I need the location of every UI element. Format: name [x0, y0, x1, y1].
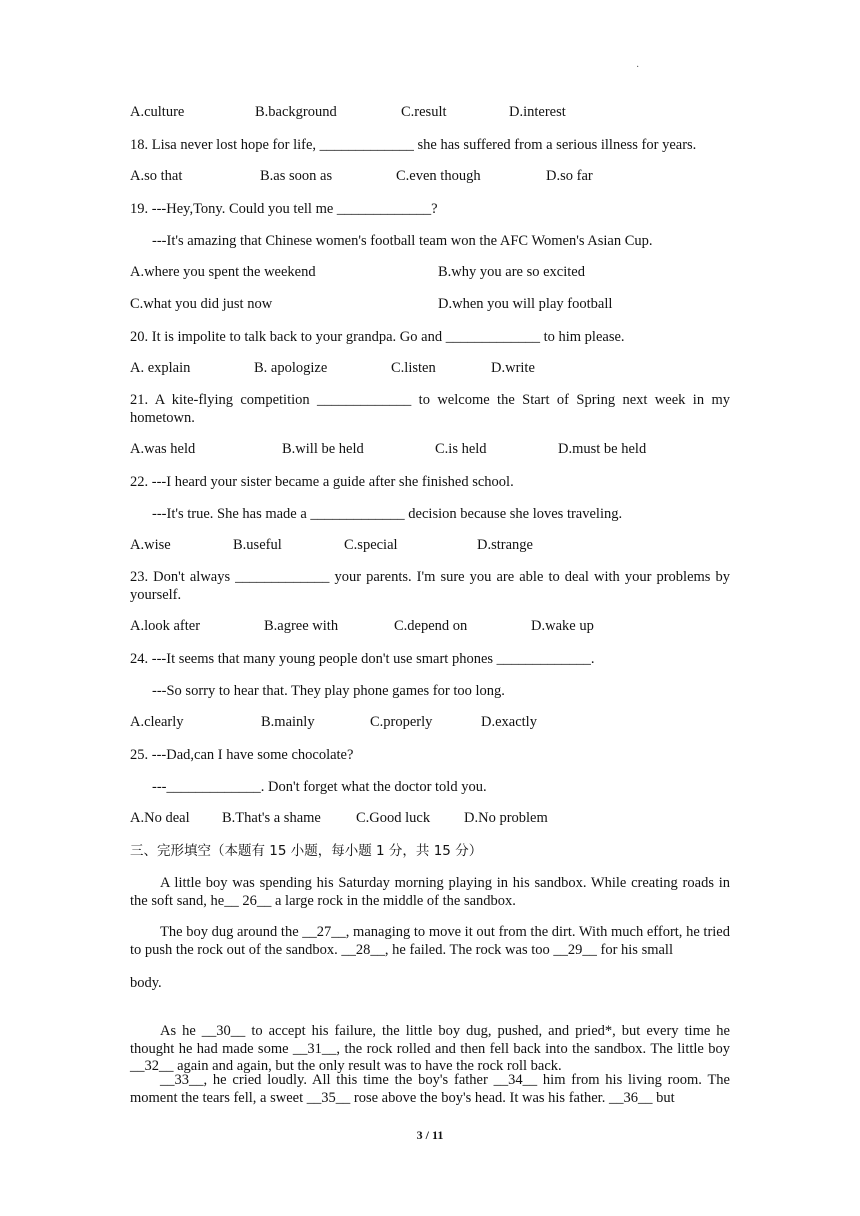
q20-option-d: D.write	[491, 360, 535, 376]
q23-option-c: C.depend on	[394, 618, 468, 634]
q21-stem: 21. A kite-flying competition _____________ to welcome the Start of Spring next week in my hometown.	[130, 392, 730, 426]
q23-stem: 23. Don't always _____________ your parents. I'm sure you are able to deal with your problems by yourself.	[130, 569, 730, 603]
q17-option-b: B.background	[255, 104, 337, 120]
q20-option-c: C.listen	[391, 360, 436, 376]
q19-option-d: D.when you will play football	[438, 296, 613, 312]
q17-option-c: C.result	[401, 104, 447, 120]
q23-option-d: D.wake up	[531, 618, 594, 634]
passage-paragraph-2: The boy dug around the __27__, managing to move it out from the dirt. With much effort, he tried to push the rock out of the sandbox. __28__, he failed. The rock was too __29__ for his small	[130, 924, 730, 958]
q24-stem: 24. ---It seems that many young people don't use smart phones _____________.	[130, 651, 595, 667]
q22-option-c: C.special	[344, 537, 398, 553]
q21-option-b: B.will be held	[282, 441, 364, 457]
q18-option-d: D.so far	[546, 168, 593, 184]
q17-option-a: A.culture	[130, 104, 185, 120]
q17-option-d: D.interest	[509, 104, 566, 120]
q25-stem: 25. ---Dad,can I have some chocolate?	[130, 747, 354, 763]
q18-option-b: B.as soon as	[260, 168, 333, 184]
page-number: 3 / 11	[416, 1128, 444, 1142]
q19-option-a: A.where you spent the weekend	[130, 264, 316, 280]
q21-option-a: A.was held	[130, 441, 196, 457]
q25-option-a: A.No deal	[130, 810, 190, 826]
q24-option-b: B.mainly	[261, 714, 315, 730]
q22-stem: 22. ---I heard your sister became a guide after she finished school.	[130, 474, 514, 490]
header-mark: ·	[636, 62, 640, 73]
passage-paragraph-2-end: body.	[130, 975, 162, 991]
q24-reply: ---So sorry to hear that. They play phone games for too long.	[152, 683, 505, 699]
q19-reply: ---It's amazing that Chinese women's football team won the AFC Women's Asian Cup.	[152, 233, 653, 249]
passage-paragraph-3: As he __30__ to accept his failure, the little boy dug, pushed, and pried*, but every time he thought he had made some __31__, the rock rolled and then fell back into the sandbox. The little boy __32__ again and again, but the only result was to have the rock roll back.	[130, 1023, 730, 1074]
q22-option-b: B.useful	[233, 537, 282, 553]
q23-option-b: B.agree with	[264, 618, 339, 634]
q21-option-c: C.is held	[435, 441, 487, 457]
q25-reply: ---_____________. Don't forget what the doctor told you.	[152, 779, 487, 795]
passage-paragraph-4: __33__, he cried loudly. All this time the boy's father __34__ him from his living room. The moment the tears fell, a sweet __35__ rose above the boy's head. It was his father. __36__ but	[130, 1072, 730, 1106]
q19-stem: 19. ---Hey,Tony. Could you tell me _____________?	[130, 201, 438, 217]
q25-option-b: B.That's a shame	[222, 810, 321, 826]
q20-option-b: B. apologize	[254, 360, 328, 376]
q24-option-a: A.clearly	[130, 714, 184, 730]
q24-option-c: C.properly	[370, 714, 433, 730]
q25-option-d: D.No problem	[464, 810, 548, 826]
q20-option-a: A. explain	[130, 360, 191, 376]
q22-reply: ---It's true. She has made a _____________ decision because she loves traveling.	[152, 506, 623, 522]
q18-option-a: A.so that	[130, 168, 183, 184]
q18-option-c: C.even though	[396, 168, 481, 184]
q23-option-a: A.look after	[130, 618, 201, 634]
q21-option-d: D.must be held	[558, 441, 647, 457]
q20-stem: 20. It is impolite to talk back to your grandpa. Go and _____________ to him please.	[130, 329, 625, 345]
q19-option-b: B.why you are so excited	[438, 264, 585, 280]
q18-stem: 18. Lisa never lost hope for life, _____________ she has suffered from a serious illness for years.	[130, 137, 697, 153]
section-3-heading: 三、完形填空（本题有 15 小题，每小题 1 分，共 15 分）	[130, 843, 483, 859]
passage-paragraph-1: A little boy was spending his Saturday morning playing in his sandbox. While creating roads in the soft sand, he__ 26__ a large rock in the middle of the sandbox.	[130, 875, 730, 909]
q19-option-c: C.what you did just now	[130, 296, 273, 312]
q24-option-d: D.exactly	[481, 714, 537, 730]
q25-option-c: C.Good luck	[356, 810, 431, 826]
q22-option-a: A.wise	[130, 537, 171, 553]
q22-option-d: D.strange	[477, 537, 533, 553]
